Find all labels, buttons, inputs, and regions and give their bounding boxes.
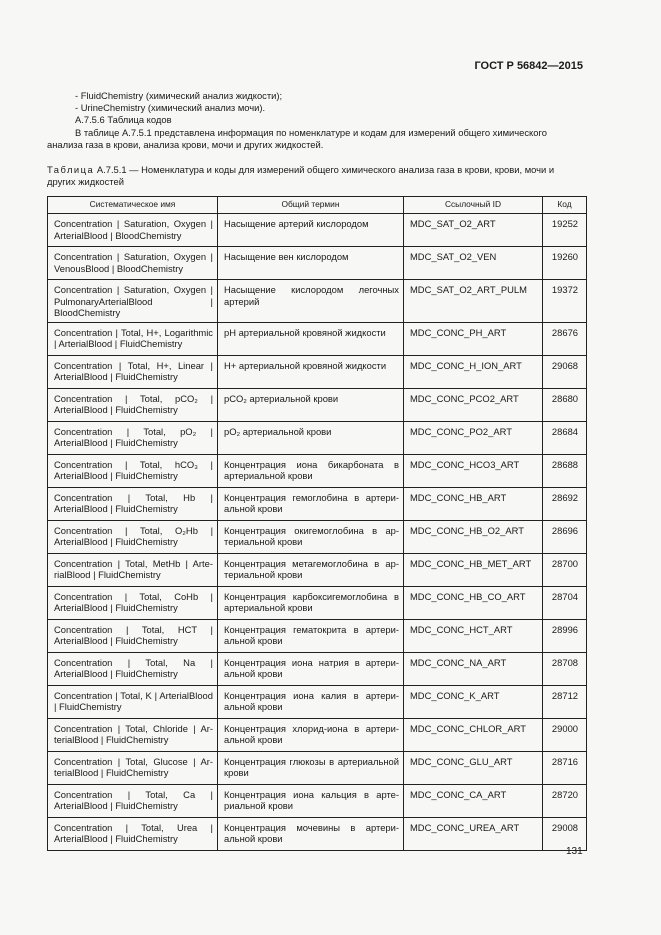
reference-id-cell: MDC_CONC_CHLOR_ART: [404, 718, 543, 751]
systematic-name-cell: Concentration | Total, K | ArterialBlood | FluidChemistry: [48, 685, 218, 718]
systematic-name-cell: Concentration | Total, Glucose | ArterialBlood | FluidChemistry: [48, 751, 218, 784]
systematic-name-cell: Concentration | Total, pO₂ | ArterialBlood | FluidChemistry: [48, 421, 218, 454]
code-cell: 29008: [543, 817, 587, 850]
intro-paragraph-line-1: В таблице А.7.5.1 представлена информация по номенклатуре и кодам для измерений общего химического: [75, 126, 547, 138]
reference-id-cell: MDC_CONC_H_ION_ART: [404, 355, 543, 388]
table-row: [48, 520, 587, 553]
common-term-cell: pH артериальной кровяной жидкости: [218, 322, 404, 355]
reference-id-cell: MDC_CONC_HCT_ART: [404, 619, 543, 652]
code-cell: 28692: [543, 487, 587, 520]
systematic-name-cell: Concentration | Total, hCO₃ | ArterialBlood | FluidChemistry: [48, 454, 218, 487]
common-term-cell: Концентрация гематокрита в артериальной крови: [218, 619, 404, 652]
section-heading: А.7.5.6 Таблица кодов: [75, 114, 172, 126]
header-reference-id: Ссылочный ID: [404, 197, 543, 214]
table-row: [48, 751, 587, 784]
reference-id-cell: MDC_CONC_NA_ART: [404, 652, 543, 685]
reference-id-cell: MDC_CONC_HCO3_ART: [404, 454, 543, 487]
table-row: [48, 214, 587, 247]
code-cell: 19372: [543, 280, 587, 323]
code-cell: 19252: [543, 214, 587, 247]
code-cell: 28680: [543, 388, 587, 421]
code-cell: 28676: [543, 322, 587, 355]
code-cell: 28700: [543, 553, 587, 586]
intro-paragraph-line-2: анализа газа в крови, анализа крови, мочи и других жидкостей.: [47, 138, 324, 150]
intro-text: [47, 90, 585, 151]
common-term-cell: Концентрация иона бикарбоната в артериальной крови: [218, 454, 404, 487]
reference-id-cell: MDC_CONC_HB_ART: [404, 487, 543, 520]
document-header: ГОСТ Р 56842—2015: [474, 60, 583, 72]
table-row: [48, 784, 587, 817]
common-term-cell: H+ артериальной кровяной жидкости: [218, 355, 404, 388]
reference-id-cell: MDC_CONC_CA_ART: [404, 784, 543, 817]
reference-id-cell: MDC_CONC_K_ART: [404, 685, 543, 718]
table-row: [48, 454, 587, 487]
table-row: [48, 421, 587, 454]
common-term-cell: Насыщение кислородом легочных артерий: [218, 280, 404, 323]
header-code: Код: [543, 197, 587, 214]
reference-id-cell: MDC_CONC_GLU_ART: [404, 751, 543, 784]
common-term-cell: Насыщение артерий кислородом: [218, 214, 404, 247]
common-term-cell: Концентрация окигемоглобина в артериальной крови: [218, 520, 404, 553]
systematic-name-cell: Concentration | Total, H+, Logarithmic | ArterialBlood | FluidChemistry: [48, 322, 218, 355]
common-term-cell: Концентрация хлорид-иона в артериальной крови: [218, 718, 404, 751]
code-cell: 28684: [543, 421, 587, 454]
reference-id-cell: MDC_CONC_PH_ART: [404, 322, 543, 355]
table-row: [48, 685, 587, 718]
common-term-cell: Концентрация иона натрия в артериальной крови: [218, 652, 404, 685]
table-row: [48, 355, 587, 388]
reference-id-cell: MDC_SAT_O2_VEN: [404, 247, 543, 280]
systematic-name-cell: Concentration | Total, Urea | ArterialBlood | FluidChemistry: [48, 817, 218, 850]
reference-id-cell: MDC_CONC_HB_MET_ART: [404, 553, 543, 586]
table-caption-text: А.7.5.1 — Номенклатура и коды для измерений общего химического анализа газа в крови, крови, мочи и других жидкостей: [47, 164, 555, 187]
table-row: [48, 586, 587, 619]
table-row: [48, 619, 587, 652]
systematic-name-cell: Concentration | Total, CoHb | ArterialBlood | FluidChemistry: [48, 586, 218, 619]
systematic-name-cell: Concentration | Saturation, Oxygen | VenousBlood | BloodChemistry: [48, 247, 218, 280]
systematic-name-cell: Concentration | Saturation, Oxygen | ArterialBlood | BloodChemistry: [48, 214, 218, 247]
common-term-cell: Концентрация иона кальция в артериальной крови: [218, 784, 404, 817]
systematic-name-cell: Concentration | Total, Ca | ArterialBlood | FluidChemistry: [48, 784, 218, 817]
header-common-term: Общий термин: [218, 197, 404, 214]
systematic-name-cell: Concentration | Total, Na | ArterialBlood | FluidChemistry: [48, 652, 218, 685]
systematic-name-cell: Concentration | Total, H+, Linear | ArterialBlood | FluidChemistry: [48, 355, 218, 388]
systematic-name-cell: Concentration | Total, O₂Hb | ArterialBlood | FluidChemistry: [48, 520, 218, 553]
table-row: [48, 322, 587, 355]
systematic-name-cell: Concentration | Total, MetHb | ArterialBlood | FluidChemistry: [48, 553, 218, 586]
common-term-cell: pCO₂ артериальной крови: [218, 388, 404, 421]
code-cell: 28996: [543, 619, 587, 652]
common-term-cell: Концентрация глюкозы в артериальной крови: [218, 751, 404, 784]
reference-id-cell: MDC_SAT_O2_ART: [404, 214, 543, 247]
table-row: [48, 388, 587, 421]
code-cell: 28704: [543, 586, 587, 619]
page-number: 131: [566, 846, 583, 857]
systematic-name-cell: Concentration | Total, HCT | ArterialBlood | FluidChemistry: [48, 619, 218, 652]
systematic-name-cell: Concentration | Total, pCO₂ | ArterialBlood | FluidChemistry: [48, 388, 218, 421]
table-row: [48, 487, 587, 520]
common-term-cell: Концентрация гемоглобина в артериальной крови: [218, 487, 404, 520]
common-term-cell: Насыщение вен кислородом: [218, 247, 404, 280]
reference-id-cell: MDC_CONC_HB_O2_ART: [404, 520, 543, 553]
reference-id-cell: MDC_CONC_UREA_ART: [404, 817, 543, 850]
header-systematic-name: Систематическое имя: [48, 197, 218, 214]
intro-list-item-1: - FluidChemistry (химический анализ жидкости);: [75, 90, 283, 101]
common-term-cell: Концентрация метагемоглобина в артериальной крови: [218, 553, 404, 586]
reference-id-cell: MDC_CONC_PCO2_ART: [404, 388, 543, 421]
systematic-name-cell: Concentration | Total, Hb | ArterialBlood | FluidChemistry: [48, 487, 218, 520]
code-cell: 28720: [543, 784, 587, 817]
table-header-row: [48, 197, 587, 214]
reference-id-cell: MDC_CONC_PO2_ART: [404, 421, 543, 454]
table-row: [48, 817, 587, 850]
table-row: [48, 652, 587, 685]
systematic-name-cell: Concentration | Saturation, Oxygen | PulmonaryArterialBlood | BloodChemistry: [48, 280, 218, 323]
table-row: [48, 718, 587, 751]
systematic-name-cell: Concentration | Total, Chloride | ArterialBlood | FluidChemistry: [48, 718, 218, 751]
reference-id-cell: MDC_SAT_O2_ART_PULM: [404, 280, 543, 323]
code-cell: 19260: [543, 247, 587, 280]
table-row: [48, 280, 587, 323]
common-term-cell: Концентрация карбоксигемоглобина в артериальной крови: [218, 586, 404, 619]
code-cell: 28716: [543, 751, 587, 784]
common-term-cell: pO₂ артериальной крови: [218, 421, 404, 454]
code-cell: 28712: [543, 685, 587, 718]
nomenclature-table: [47, 196, 587, 851]
code-cell: 28696: [543, 520, 587, 553]
common-term-cell: Концентрация мочевины в артериальной крови: [218, 817, 404, 850]
common-term-cell: Концентрация иона калия в артериальной крови: [218, 685, 404, 718]
code-cell: 29068: [543, 355, 587, 388]
intro-list-item-2: - UrineChemistry (химический анализ мочи).: [75, 102, 266, 114]
table-row: [48, 247, 587, 280]
code-cell: 29000: [543, 718, 587, 751]
reference-id-cell: MDC_CONC_HB_CO_ART: [404, 586, 543, 619]
table-caption: [47, 164, 585, 188]
table-caption-label: Таблица: [47, 164, 95, 175]
code-cell: 28688: [543, 454, 587, 487]
table-row: [48, 553, 587, 586]
code-cell: 28708: [543, 652, 587, 685]
